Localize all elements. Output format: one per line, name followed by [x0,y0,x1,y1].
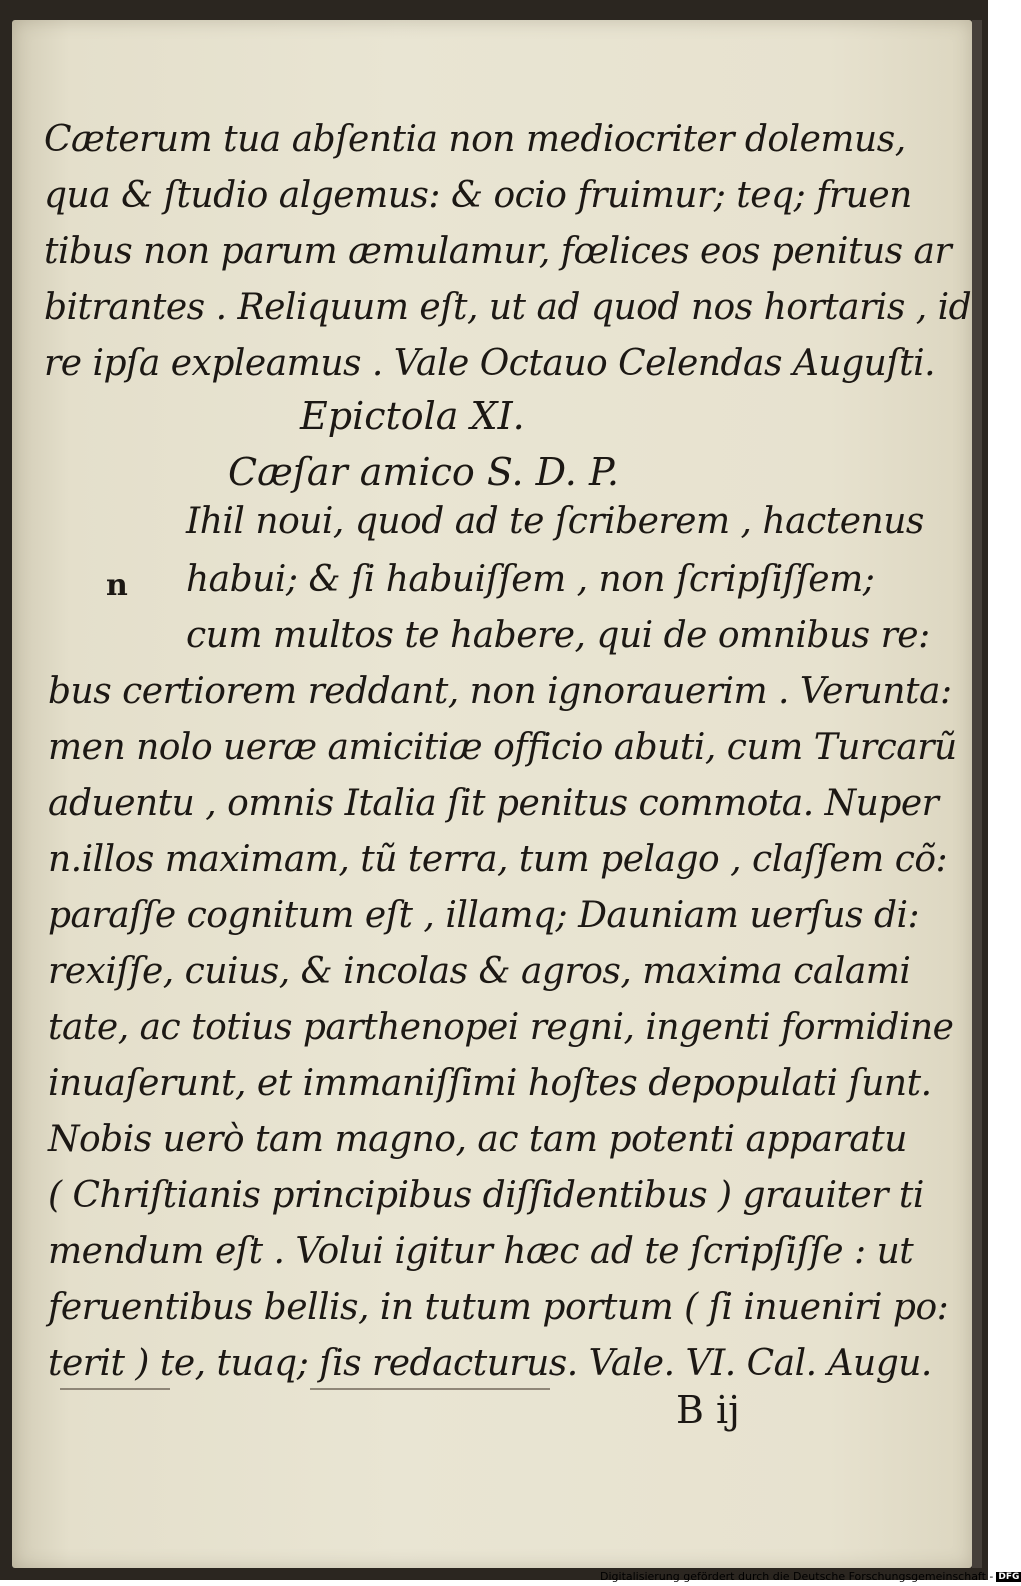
epistle-heading: Epictola XI. [300,394,525,438]
credit-text: Digitalisierung gefördert durch die Deutsche Forschungsgemeinschaft - [600,1570,994,1583]
text-line: cum multos te habere, qui de omnibus re: [186,615,930,656]
text-line: qua & ſtudio algemus: & ocio fruimur; teq; fruen [44,175,912,216]
text-line: paraſſe cognitum eſt , illamq; Dauniam uerſus di: [48,895,920,936]
text-line: n.illos maximam, tũ terra, tum pelago , claſſem cõ: [48,839,948,880]
text-line: aduentu , omnis Italia ſit penitus commota. Nuper [48,783,939,824]
text-line: ( Chriſtianis principibus diſſidentibus ) grauiter ti [48,1175,924,1216]
signature-mark: B ij [676,1388,740,1432]
text-line: feruentibus bellis, in tutum portum ( ſi inueniri po: [48,1287,949,1328]
text-line: tate, ac totius parthenopei regni, ingenti formidine [48,1007,954,1048]
ink-rule [310,1388,550,1390]
text-line: mendum eſt . Volui igitur hæc ad te ſcripſiſſe : ut [48,1231,914,1272]
page-edge [972,20,982,1568]
text-line: rexiſſe, cuius, & incolas & agros, maxima calami [48,951,911,992]
text-line: bitrantes . Reliquum eſt, ut ad quod nos hortaris , id [44,287,972,328]
text-line: tibus non parum æmulamur, fœlices eos penitus ar [44,231,952,272]
text-line: Ihil noui, quod ad te ſcriberem , hactenus [186,501,924,542]
digitization-credit [600,1570,1021,1583]
text-line: habui; & ſi habuiſſem , non ſcripſiſſem; [186,559,875,600]
text-line: men nolo ueræ amicitiæ officio abuti, cum Turcarũ [48,727,957,768]
text-line: inuaſerunt, et immaniſſimi hoſtes depopulati ſunt. [48,1063,932,1104]
dfg-logo: DFG [998,1572,1020,1582]
ink-rule [60,1388,170,1390]
text-line: re ipſa expleamus . Vale Octauo Celendas Auguſti. [44,343,936,384]
salutation: Cæſar amico S. D. P. [228,450,619,494]
text-line: Cæterum tua abſentia non mediocriter dolemus, [44,119,906,160]
text-line: terit ) te, tuaq; ſis redacturus. Vale. VI. Cal. Augu. [48,1343,932,1384]
initial-guide-letter: n [106,568,128,603]
text-line: bus certiorem reddant, non ignorauerim . Verunta: [48,671,952,712]
text-line: Nobis uerò tam magno, ac tam potenti apparatu [48,1119,907,1160]
